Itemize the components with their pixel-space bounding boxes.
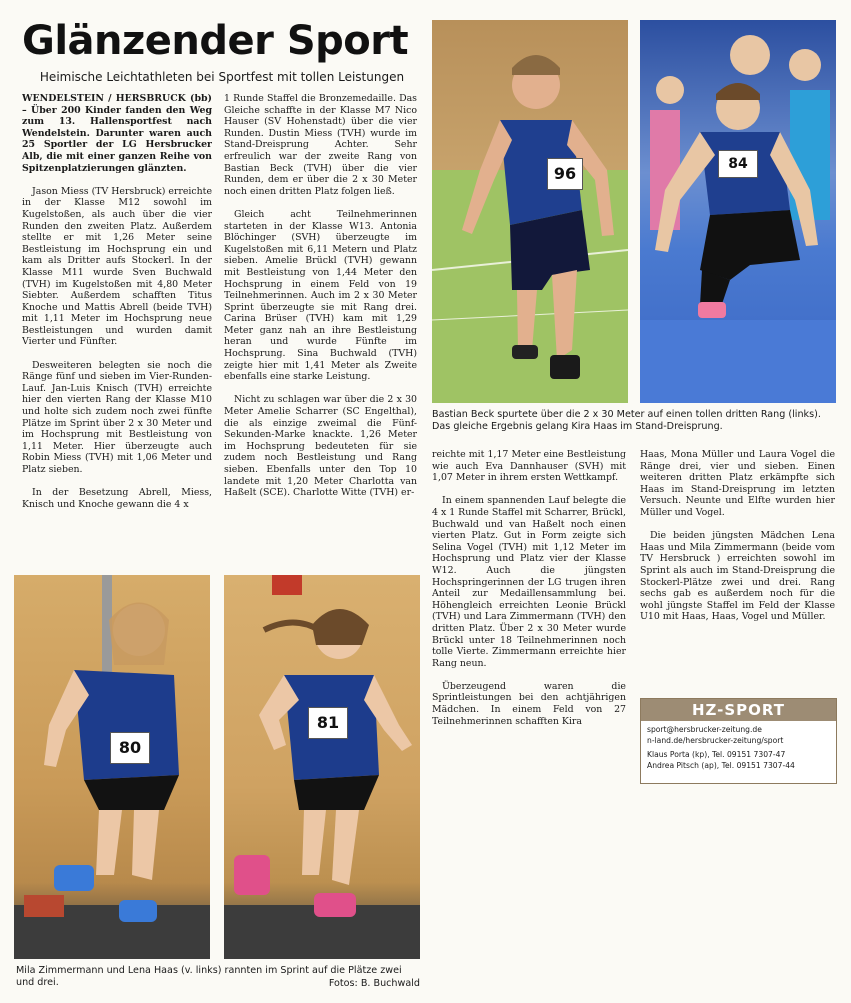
subheadline: Heimische Leichtathleten bei Sportfest mit tollen Leistungen: [39, 70, 405, 84]
body-paragraph: Die beiden jüngsten Mädchen Lena Haas und Mila Zimmermann (beide vom TV Hersbruck ) erreichten sowohl im Sprint als auch im Stand-Dreisprung die Stockerl-Plätze zwei und drei. Rang sechs gab es außerdem noch für die wohl jüngste Staffel im Feld der Klasse U10 mit Haas, Haas, Vogel und Müller.: [640, 530, 835, 623]
article-column-3: [432, 449, 626, 787]
body-paragraph: Jason Miess (TV Hersbruck) erreichte in der Klasse M12 sowohl im Kugelstoßen, als auch über die vier Runden den zweiten Platz. Außerdem stellte er mit 1,26 Meter seine Bestleistung im Hochsprung ein und kam als Dritter aufs Stockerl. In der Klasse M11 wurde Sven Buchwald (TVH) im Kugelstoßen mit 4,80 Meter Siebter. Außerdem schafften Titus Knoche und Mattis Abrell (beide TVH) mit 1,11 Meter im Hochsprung neue Bestleistungen und wurden damit Vierter und Fünfter.: [22, 185, 212, 348]
article-column-1: [22, 93, 212, 561]
body-paragraph: Überzeugend waren die Sprintleistungen bei den achtjährigen Mädchen. In einem Feld von 27 Teilnehmerinnen schafften Kira: [432, 680, 626, 727]
bib-number: 84: [718, 150, 758, 178]
article-column-4: [640, 449, 835, 679]
body-paragraph: Nicht zu schlagen war über die 2 x 30 Meter Amelie Scharrer (SC Engelthal), die als einzige zweimal die Fünf-Sekunden-Marke knackte. 1,26 Meter im Hochsprung bedeuteten für sie zudem noch Bestleistung und Rang sieben. Ebenfalls unter den Top 10 landete mit 1,20 Meter Charlotta van Haßelt (SCE). Charlotte Witte (TVH) er-: [224, 394, 417, 499]
photo-illustration: [432, 20, 628, 403]
hz-sport-email[interactable]: sport@hersbrucker-zeitung.de: [647, 725, 762, 734]
photo-caption-bottom: Mila Zimmermann und Lena Haas (v. links) rannten im Sprint auf die Plätze zwei und drei.: [16, 965, 402, 989]
hz-sport-contact: Andrea Pitsch (ap), Tel. 09151 7307-44: [647, 760, 795, 770]
photo-bastian-beck: [432, 20, 628, 403]
bib-number: 81: [308, 707, 348, 739]
photo-illustration: [640, 20, 836, 403]
article-column-2: [224, 93, 417, 561]
photo-credit: Fotos: B. Buchwald: [328, 978, 420, 989]
body-paragraph: reichte mit 1,17 Meter eine Bestleistung wie auch Eva Dannhauser (SVH) mit 1,07 Meter in ihrem ersten Wettkampf.: [432, 449, 626, 484]
body-paragraph: Desweiteren belegten sie noch die Ränge fünf und sieben im Vier-Runden-Lauf. Jan-Luis Knisch (TVH) erreichte hier den vierten Rang der Klasse M10 und holte sich zudem noch zwei fünfte Plätze im Sprint über 2 x 30 Meter und im Hochsprung mit Bestleistung von 1,11 Meter. Hier überzeugte auch Robin Miess (TVH) mit 1,06 Meter und Platz sieben.: [22, 359, 212, 475]
photo-illustration: [14, 575, 210, 959]
body-paragraph: In der Besetzung Abrell, Miess, Knisch und Knoche gewann die 4 x: [22, 487, 212, 510]
hz-sport-url[interactable]: n-land.de/hersbrucker-zeitung/sport: [647, 735, 784, 745]
hz-sport-title: HZ-SPORT: [641, 699, 836, 721]
photo-lena-haas: [224, 575, 420, 959]
bib-number: 96: [547, 158, 583, 190]
body-paragraph: Haas, Mona Müller und Laura Vogel die Ränge drei, vier und sieben. Einen weiteren dritten Platz erkämpfte sich Haas im Stand-Dreisprung im letzten Versuch. Neunte und Elfte wurden hier Müller und Vogel.: [640, 449, 835, 518]
photo-kira-haas: [640, 20, 836, 403]
bib-number: 80: [110, 732, 150, 764]
body-paragraph: Gleich acht Teilnehmerinnen starteten in der Klasse W13. Antonia Blöchinger (SVH) überzeugte im Kugelstoßen mit 6,11 Metern und Platz sieben. Amelie Brückl (TVH) gewann mit Bestleistung von 1,44 Meter den Hochsprung in einem Feld von 19 Teilnehmerinnen. Auch im 2 x 30 Meter Sprint überzeugte sie mit Rang drei. Carina Brüser (TVH) kam mit 1,29 Meter ganz nah an ihre Bestleistung heran und wurde Fünfte im Hochsprung. Sina Buchwald (TVH) zeigte hier mit 1,41 Meter als Zweite ebenfalls eine starke Leistung.: [224, 208, 417, 383]
photo-mila-zimmermann: [14, 575, 210, 959]
body-paragraph: In einem spannenden Lauf belegte die 4 x 1 Runde Staffel mit Scharrer, Brückl, Buchwald und van Haßelt noch einen vierten Platz. Gut in Form zeigte sich Selina Vogel (TVH) mit 1,12 Meter im Hochsprung und Platz vier der Klasse W12. Auch die jüngsten Hochspringerinnen der LG trugen ihren Anteil zur Medaillensammlung bei. Höhengleich erreichten Leonie Brückl (TVH) und Lara Zimmermann (TVH) den dritten Platz. Über 2 x 30 Meter wurde Brückl unter 18 Teilnehmerinnen noch tolle Vierte. Zimmermann erreichte hier Rang neun.: [432, 495, 626, 669]
body-paragraph: 1 Runde Staffel die Bronzemedaille. Das Gleiche schaffte in der Klasse M7 Nico Hauser (SV Hohenstadt) über die vier Runden. Dustin Miess (TVH) wurde im Stand-Dreisprung Achter. Sehr erfreulich war der zweite Rang von Bastian Beck (TVH) über die vier Runden, dem er über die 2 x 30 Meter noch einen dritten Platz folgen ließ.: [224, 93, 417, 197]
headline: Glänzender Sport: [22, 18, 409, 64]
photo-caption-top: Bastian Beck spurtete über die 2 x 30 Meter auf einen tollen dritten Rang (links). Das gleiche Ergebnis gelang Kira Haas im Stand-Dreisprung.: [432, 409, 821, 433]
lead-paragraph: WENDELSTEIN / HERSBRUCK (bb) – Über 200 Kinder fanden den Weg zum 13. Hallensportfest nach Wendelstein. Darunter waren auch 25 Sportler der LG Hersbrucker Alb, die mit einer ganzen Reihe von Spitzenplatzierungen glänzten.: [22, 93, 212, 174]
hz-sport-box: [640, 698, 837, 784]
photo-illustration: [224, 575, 420, 959]
hz-sport-contact: Klaus Porta (kp), Tel. 09151 7307-47: [647, 750, 786, 759]
